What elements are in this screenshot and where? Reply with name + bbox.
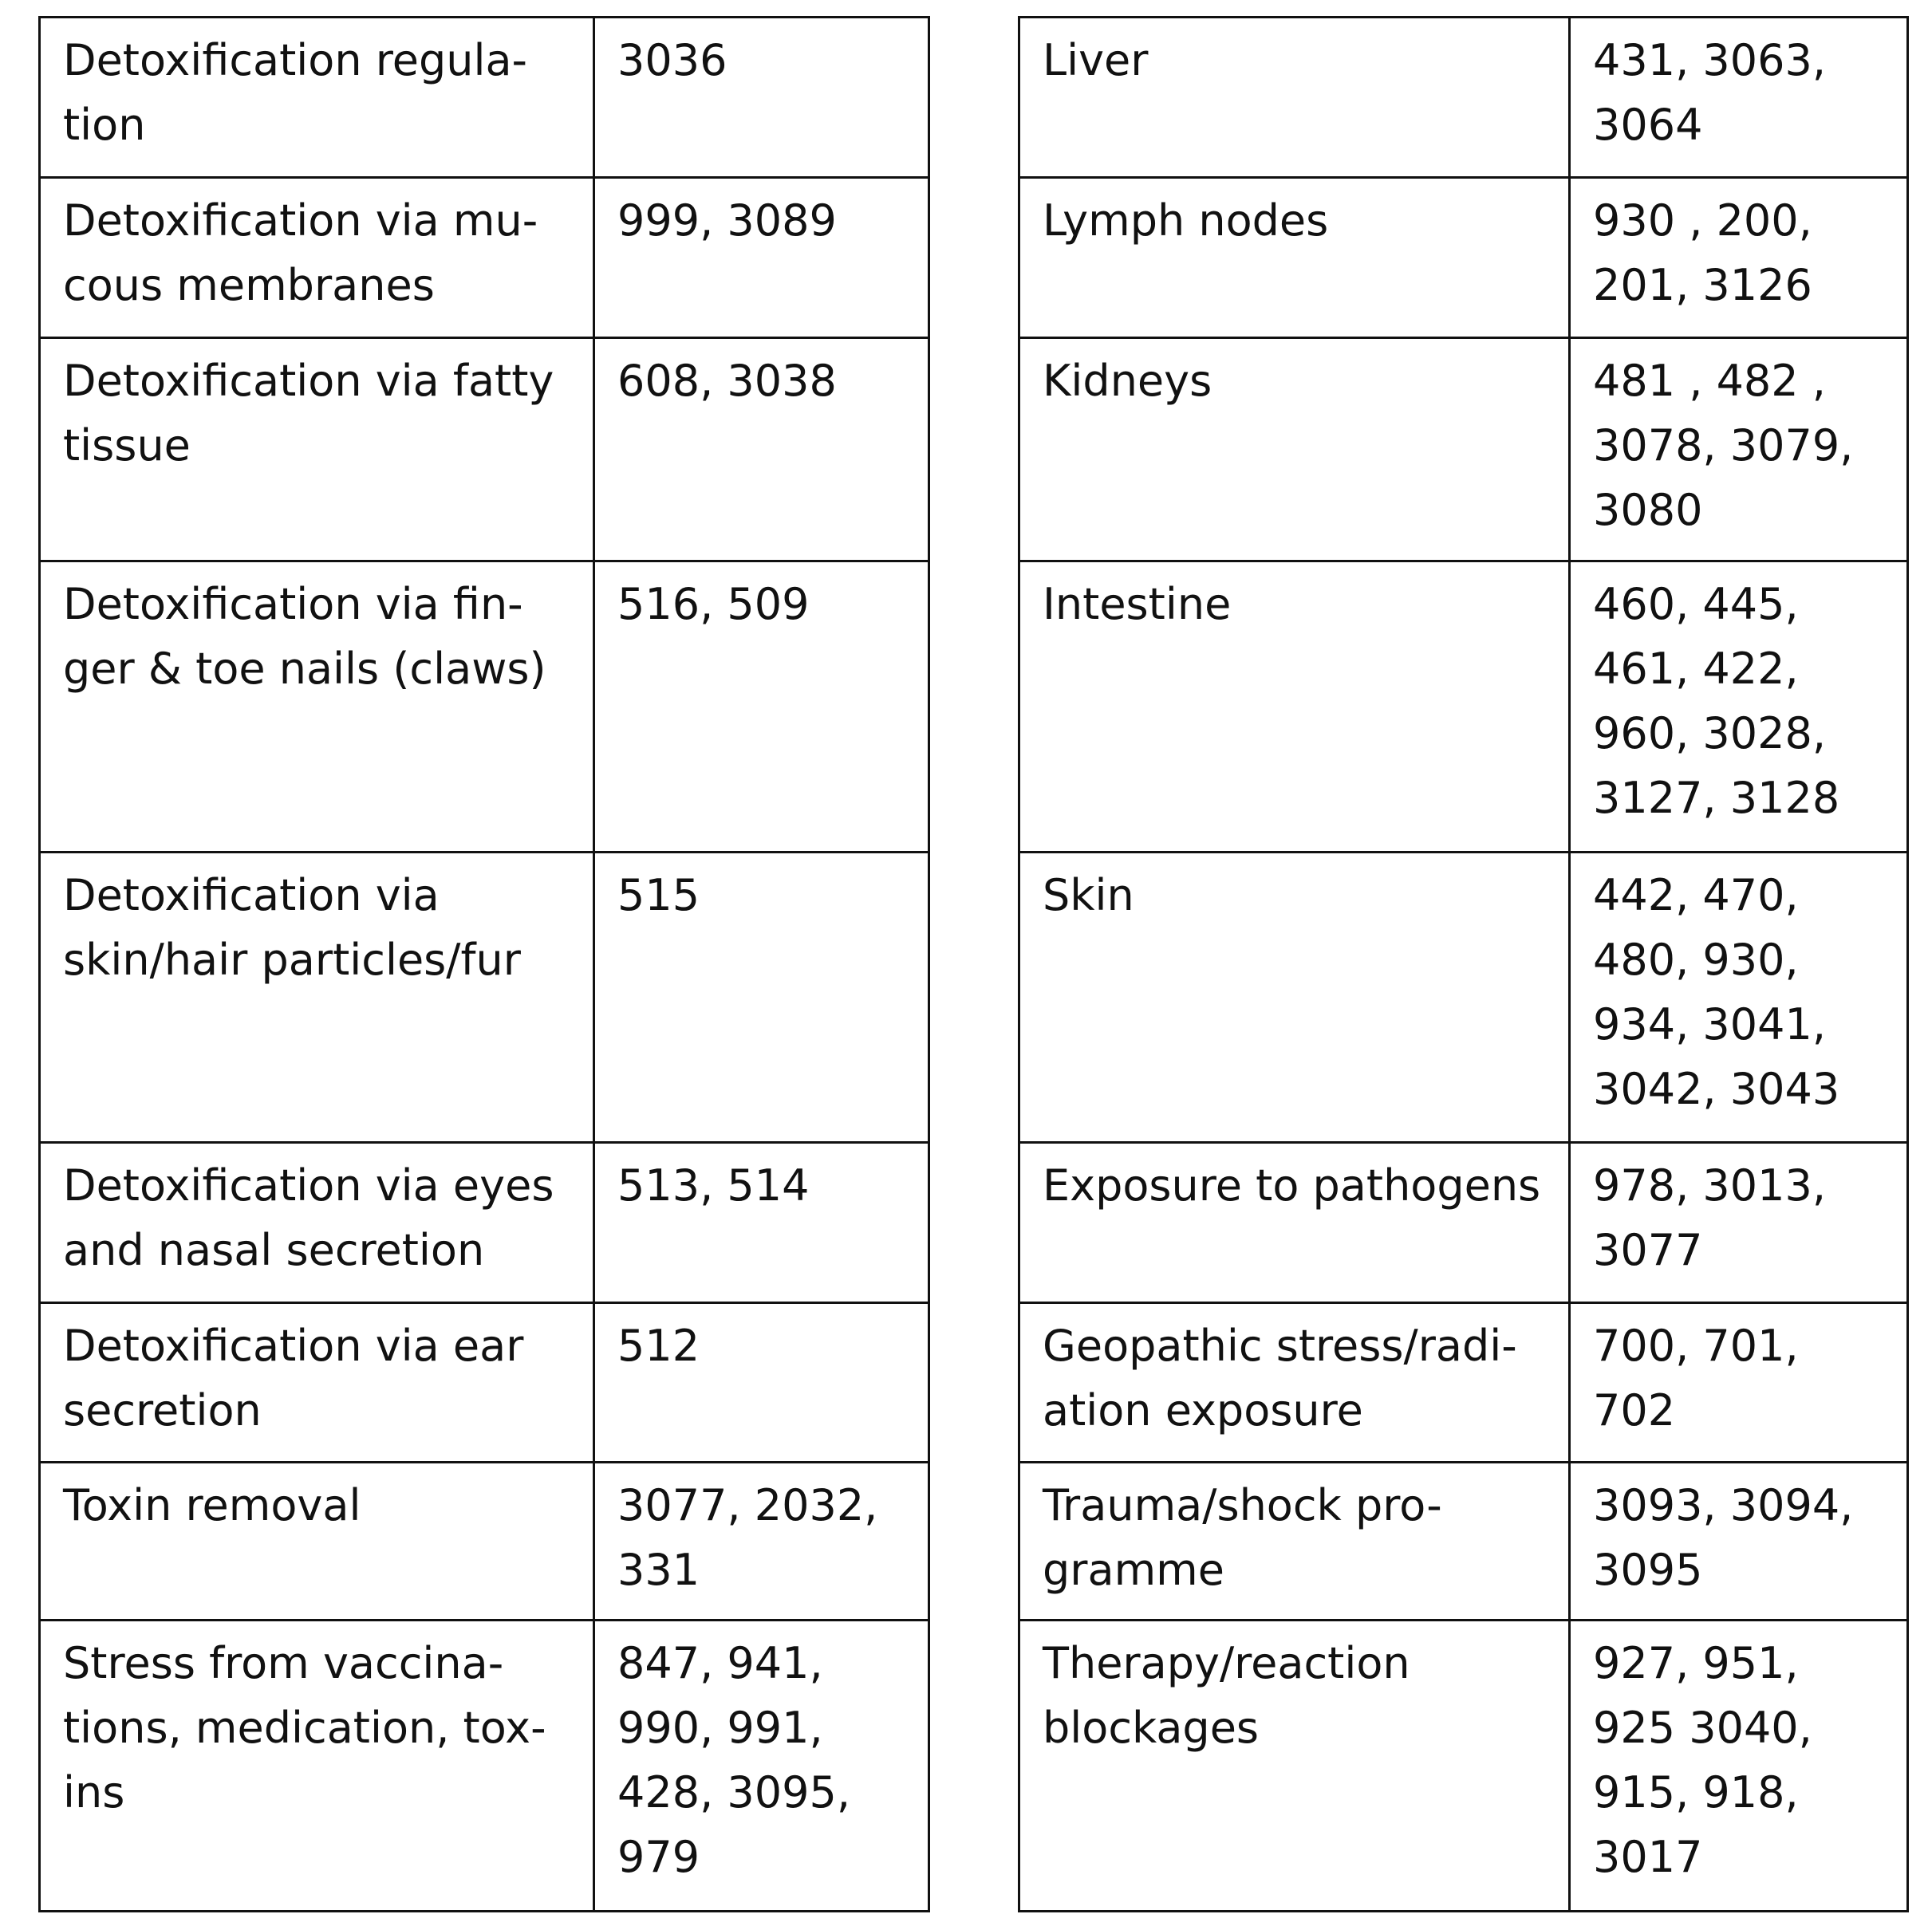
row-value: 608, 3038 [594, 338, 929, 561]
table-row [40, 561, 929, 853]
row-label: Skin [1019, 853, 1570, 1143]
row-value: 3093, 3094, 3095 [1570, 1463, 1908, 1621]
row-value: 978, 3013, 3077 [1570, 1143, 1908, 1303]
row-value: 847, 941, 990, 991, 428, 3095, 979 [594, 1621, 929, 1912]
row-label: Stress from vaccina- tions, medication, tox- ins [40, 1621, 594, 1912]
row-value: 460, 445, 461, 422, 960, 3028, 3127, 3128 [1570, 561, 1908, 853]
table-row [40, 853, 929, 1143]
row-label: Lymph nodes [1019, 178, 1570, 338]
row-value: 515 [594, 853, 929, 1143]
row-value: 481 , 482 , 3078, 3079, 3080 [1570, 338, 1908, 561]
row-label: Detoxification via ear secretion [40, 1303, 594, 1463]
row-value: 930 , 200, 201, 3126 [1570, 178, 1908, 338]
row-value: 442, 470, 480, 930, 934, 3041, 3042, 3043 [1570, 853, 1908, 1143]
table-row [40, 1303, 929, 1463]
row-value: 3036 [594, 18, 929, 178]
row-label: Kidneys [1019, 338, 1570, 561]
left-table [38, 16, 930, 1912]
table-row [1019, 853, 1908, 1143]
row-label: Geopathic stress/radi- ation exposure [1019, 1303, 1570, 1463]
row-label: Trauma/shock pro- gramme [1019, 1463, 1570, 1621]
table-row [40, 338, 929, 561]
row-label: Toxin removal [40, 1463, 594, 1621]
row-label: Liver [1019, 18, 1570, 178]
row-value: 512 [594, 1303, 929, 1463]
table-row [1019, 1621, 1908, 1912]
row-value: 513, 514 [594, 1143, 929, 1303]
row-value: 999, 3089 [594, 178, 929, 338]
row-value: 3077, 2032, 331 [594, 1463, 929, 1621]
row-value: 927, 951, 925 3040, 915, 918, 3017 [1570, 1621, 1908, 1912]
row-label: Detoxification via skin/hair particles/fur [40, 853, 594, 1143]
row-value: 516, 509 [594, 561, 929, 853]
right-table [1018, 16, 1909, 1912]
row-label: Therapy/reaction blockages [1019, 1621, 1570, 1912]
table-row [1019, 1303, 1908, 1463]
row-label: Detoxification regula- tion [40, 18, 594, 178]
table-row [40, 18, 929, 178]
table-row [1019, 1463, 1908, 1621]
table-row [1019, 18, 1908, 178]
row-value: 700, 701, 702 [1570, 1303, 1908, 1463]
table-row [1019, 178, 1908, 338]
row-label: Intestine [1019, 561, 1570, 853]
table-row [40, 1143, 929, 1303]
table-row [1019, 338, 1908, 561]
row-value: 431, 3063, 3064 [1570, 18, 1908, 178]
row-label: Detoxification via fatty tissue [40, 338, 594, 561]
table-row [1019, 1143, 1908, 1303]
table-row [40, 1463, 929, 1621]
row-label: Detoxification via fin- ger & toe nails (claws) [40, 561, 594, 853]
row-label: Detoxification via mu- cous membranes [40, 178, 594, 338]
table-row [1019, 561, 1908, 853]
table-row [40, 178, 929, 338]
row-label: Detoxification via eyes and nasal secretion [40, 1143, 594, 1303]
row-label: Exposure to pathogens [1019, 1143, 1570, 1303]
table-row [40, 1621, 929, 1912]
